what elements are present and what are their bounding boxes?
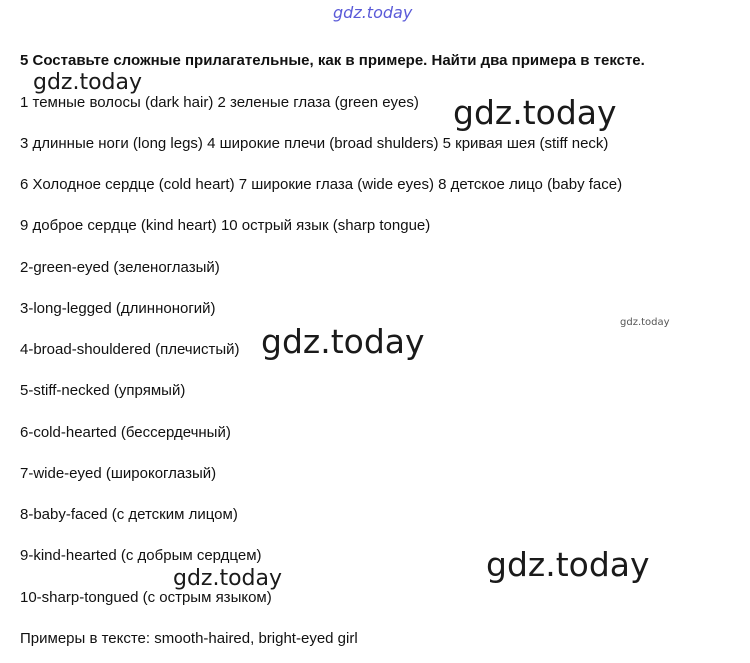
- watermark: gdz.today: [173, 566, 283, 591]
- answer-line: 10-sharp-tongued (с острым языком): [20, 589, 272, 606]
- phrase-line: 3 длинные ноги (long legs) 4 широкие плечи (broad shulders) 5 кривая шея (stiff neck): [20, 135, 609, 152]
- answer-line: 5-stiff-necked (упрямый): [20, 382, 186, 399]
- answer-line: 6-cold-hearted (бессердечный): [20, 424, 231, 441]
- watermark-small: gdz.today: [620, 317, 670, 328]
- answer-line: 8-baby-faced (с детским лицом): [20, 506, 238, 523]
- phrase-line: 1 темные волосы (dark hair) 2 зеленые глаза (green eyes): [20, 94, 419, 111]
- examples-line: Примеры в тексте: smooth-haired, bright-eyed girl: [20, 630, 358, 647]
- phrase-line: 9 доброе сердце (kind heart) 10 острый язык (sharp tongue): [20, 217, 431, 234]
- watermark: gdz.today: [453, 93, 617, 132]
- answer-line: 7-wide-eyed (широкоглазый): [20, 465, 217, 482]
- answer-line: 9-kind-hearted (с добрым сердцем): [20, 547, 262, 564]
- answer-line: 2-green-eyed (зеленоглазый): [20, 259, 220, 276]
- watermark: gdz.today: [261, 322, 425, 361]
- watermark: gdz.today: [486, 545, 650, 584]
- task-heading: 5 Составьте сложные прилагательные, как в примере. Найти два примера в тексте.: [20, 52, 645, 69]
- watermark: gdz.today: [33, 70, 143, 95]
- answer-line: 3-long-legged (длинноногий): [20, 300, 216, 317]
- watermark-top: gdz.today: [333, 3, 413, 22]
- phrase-line: 6 Холодное сердце (cold heart) 7 широкие глаза (wide eyes) 8 детское лицо (baby face): [20, 176, 623, 193]
- answer-line: 4-broad-shouldered (плечистый): [20, 341, 240, 358]
